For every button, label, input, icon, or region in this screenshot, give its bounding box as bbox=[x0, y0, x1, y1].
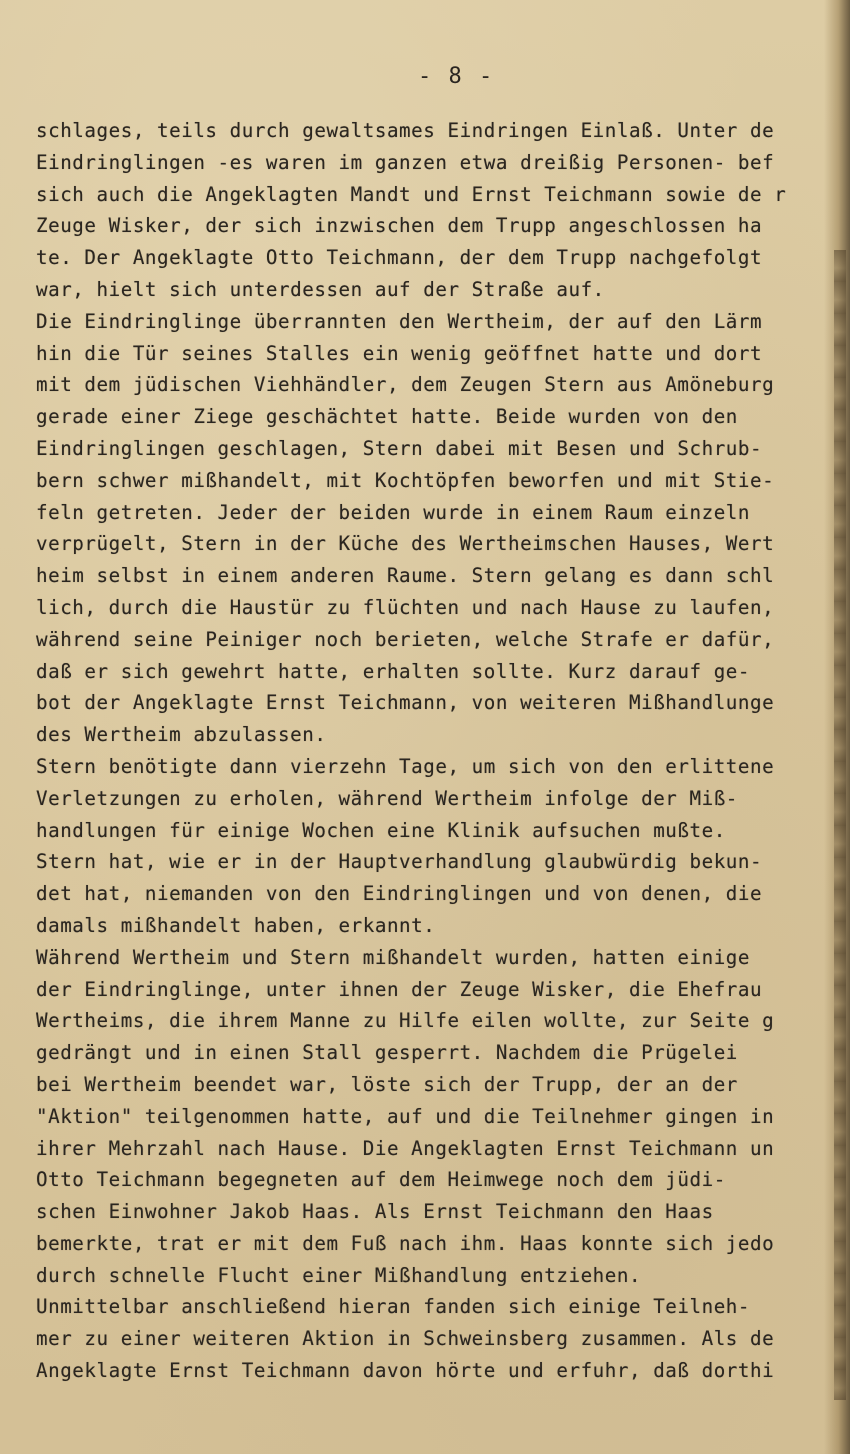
text-line: der Eindringlinge, unter ihnen der Zeuge Wisker, die Ehefrau bbox=[36, 977, 763, 1001]
text-line: feln getreten. Jeder der beiden wurde in einem Raum einzeln bbox=[36, 500, 751, 524]
body-text bbox=[36, 115, 850, 1387]
text-line: gedrängt und in einen Stall gesperrt. Nachdem die Prügelei bbox=[36, 1041, 738, 1065]
text-line: mit dem jüdischen Viehhändler, dem Zeugen Stern aus Amöneburg bbox=[36, 373, 775, 397]
text-line: mer zu einer weiteren Aktion in Schweinsberg zusammen. Als de bbox=[36, 1327, 775, 1351]
text-line: verprügelt, Stern in der Küche des Wertheimschen Hauses, Wert bbox=[36, 532, 775, 556]
text-line: bern schwer mißhandelt, mit Kochtöpfen beworfen und mit Stie- bbox=[36, 468, 775, 492]
text-line: war, hielt sich unterdessen auf der Straße auf. bbox=[36, 277, 605, 301]
text-line: lich, durch die Haustür zu flüchten und nach Hause zu laufen, bbox=[36, 595, 775, 619]
text-line: durch schnelle Flucht einer Mißhandlung entziehen. bbox=[36, 1263, 642, 1287]
text-line: Wertheims, die ihrem Manne zu Hilfe eilen wollte, zur Seite g bbox=[36, 1009, 775, 1033]
text-line: damals mißhandelt haben, erkannt. bbox=[36, 913, 436, 937]
text-line: handlungen für einige Wochen eine Klinik aufsuchen mußte. bbox=[36, 818, 726, 842]
text-line: Während Wertheim und Stern mißhandelt wurden, hatten einige bbox=[36, 945, 751, 969]
text-line: Eindringlingen geschlagen, Stern dabei mit Besen und Schrub- bbox=[36, 436, 763, 460]
text-line: te. Der Angeklagte Otto Teichmann, der dem Trupp nachgefolgt bbox=[36, 246, 763, 270]
text-line: Unmittelbar anschließend hieran fanden sich einige Teilneh- bbox=[36, 1295, 751, 1319]
text-line: bot der Angeklagte Ernst Teichmann, von weiteren Mißhandlunge bbox=[36, 691, 775, 715]
text-line: bei Wertheim beendet war, löste sich der Trupp, der an der bbox=[36, 1072, 738, 1096]
text-line: Verletzungen zu erholen, während Wertheim infolge der Miß- bbox=[36, 786, 738, 810]
text-line: Stern benötigte dann vierzehn Tage, um sich von den erlittene bbox=[36, 754, 775, 778]
text-line: des Wertheim abzulassen. bbox=[36, 723, 327, 747]
text-line: bemerkte, trat er mit dem Fuß nach ihm. Haas konnte sich jedo bbox=[36, 1231, 775, 1255]
text-line: hin die Tür seines Stalles ein wenig geöffnet hatte und dort bbox=[36, 341, 763, 365]
text-line: während seine Peiniger noch berieten, welche Strafe er dafür, bbox=[36, 627, 775, 651]
text-line: "Aktion" teilgenommen hatte, auf und die Teilnehmer gingen in bbox=[36, 1104, 775, 1128]
text-line: Eindringlingen -es waren im ganzen etwa dreißig Personen- bef bbox=[36, 150, 775, 174]
text-line: Otto Teichmann begegneten auf dem Heimwege noch dem jüdi- bbox=[36, 1168, 726, 1192]
text-line: Stern hat, wie er in der Hauptverhandlung glaubwürdig bekun- bbox=[36, 850, 763, 874]
text-line: Angeklagte Ernst Teichmann davon hörte und erfuhr, daß dorthi bbox=[36, 1359, 775, 1383]
text-line: schen Einwohner Jakob Haas. Als Ernst Teichmann den Haas bbox=[36, 1200, 714, 1224]
text-line: Die Eindringlinge überrannten den Wertheim, der auf den Lärm bbox=[36, 309, 763, 333]
text-line: ihrer Mehrzahl nach Hause. Die Angeklagten Ernst Teichmann un bbox=[36, 1136, 775, 1160]
text-line: daß er sich gewehrt hatte, erhalten sollte. Kurz darauf ge- bbox=[36, 659, 751, 683]
text-line: sich auch die Angeklagten Mandt und Ernst Teichmann sowie de r bbox=[36, 182, 787, 206]
text-line: gerade einer Ziege geschächtet hatte. Beide wurden von den bbox=[36, 405, 738, 429]
page-number: - 8 - bbox=[418, 64, 495, 89]
text-line: det hat, niemanden von den Eindringlingen und von denen, die bbox=[36, 882, 763, 906]
text-line: heim selbst in einem anderen Raume. Stern gelang es dann schl bbox=[36, 564, 775, 588]
text-line: schlages, teils durch gewaltsames Eindringen Einlaß. Unter de bbox=[36, 119, 775, 142]
text-line: Zeuge Wisker, der sich inzwischen dem Trupp angeschlossen ha bbox=[36, 214, 763, 238]
